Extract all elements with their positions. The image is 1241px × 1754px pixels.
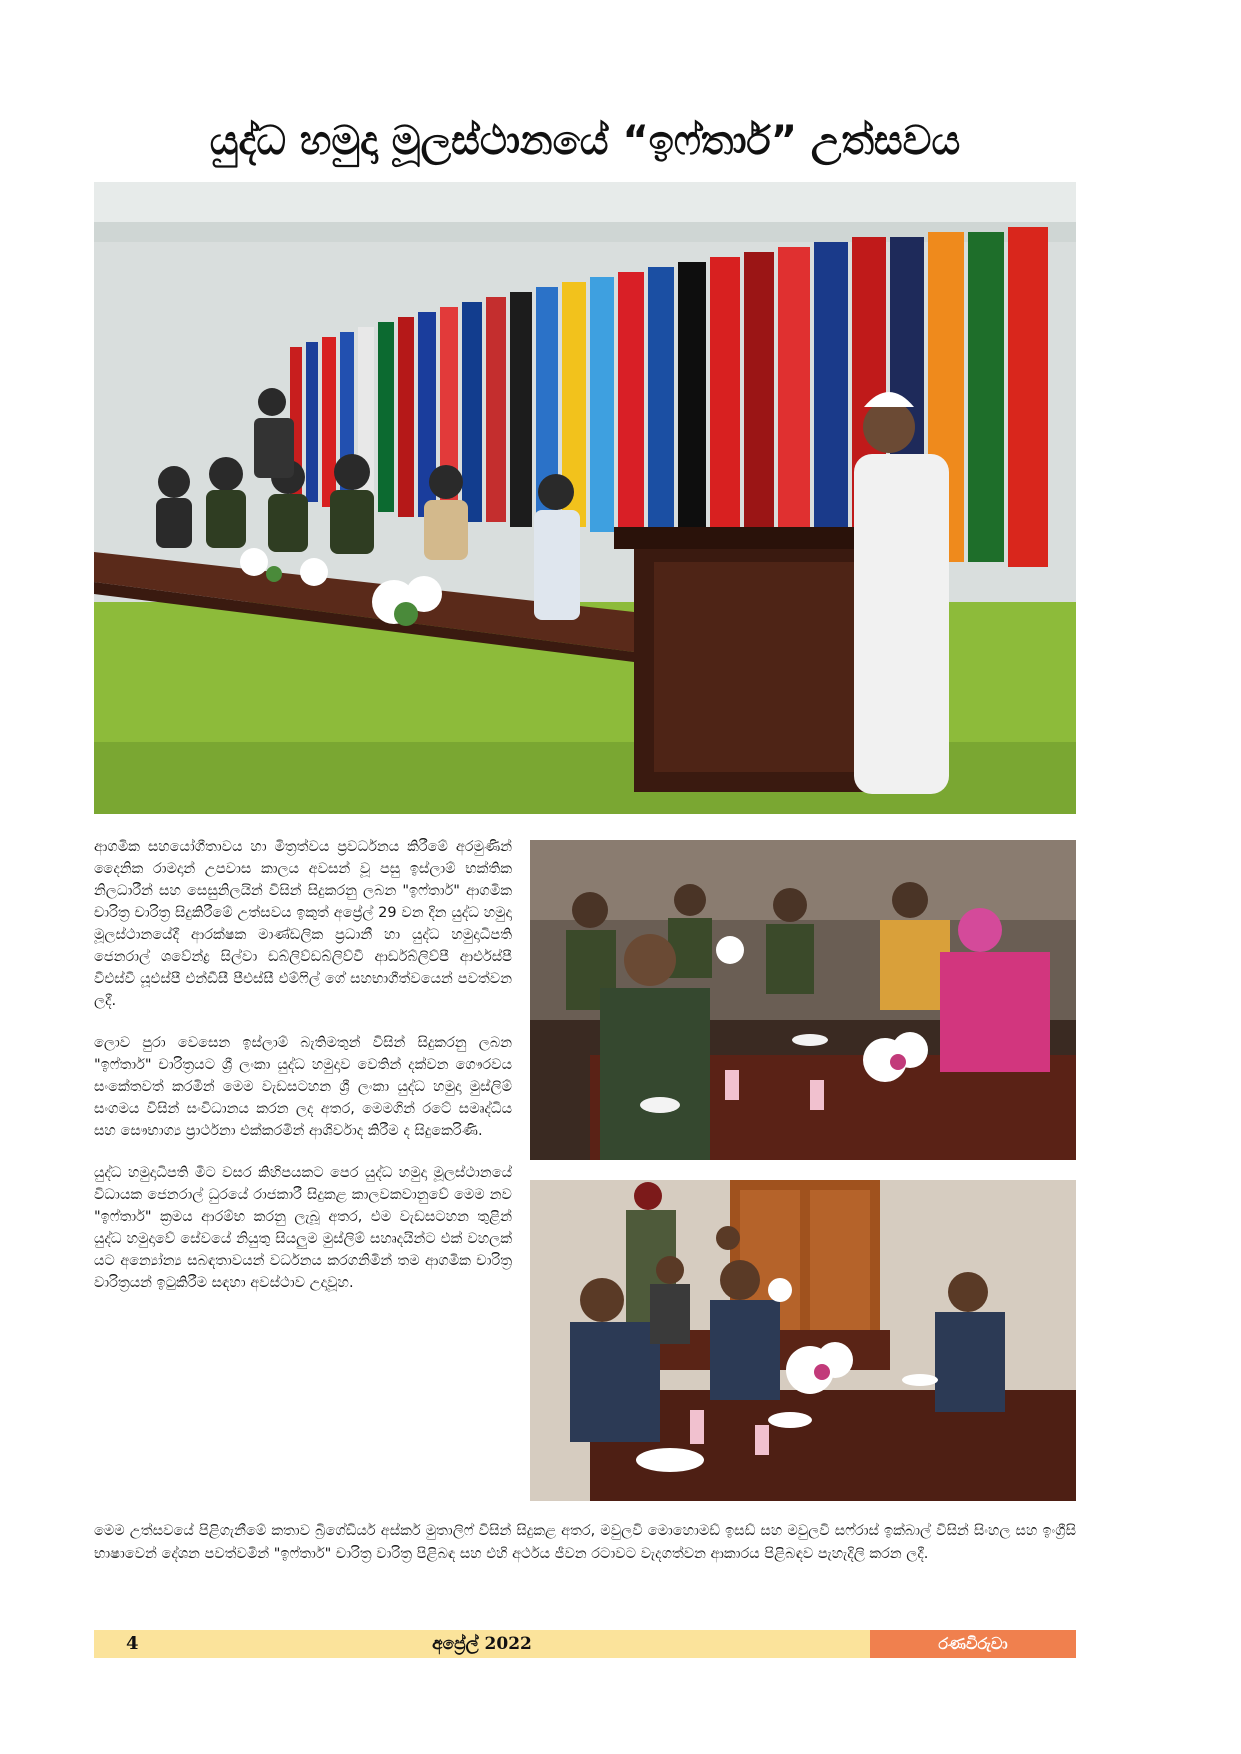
officers-dinner-photo (530, 840, 1076, 1160)
closing-paragraph: මෙම උත්සවයේ පිළිගැනීමේ කතාව බ්‍රිගේඩියර් අස්කර් මුතාලිෆ් විසින් සිදුකළ අතර, මවුලවි මොහොමඩ් ඉසඩ් සහ මවුලවි සෆ්රාස් ඉක්බාල් විසින් සිංහල සහ ඉංග්‍රීසි භාෂාවෙන් දේශන පවත්වමින් "ඉෆ්තාර්" චාරිත්‍ර වාරිත්‍ර පිළිබඳ සහ එහි අර්ථය ජීවන රටාවට වැදගත්වන ආකාරය පිළිබඳව පැහැදිලි කරන ලදී. (94, 1523, 1076, 1562)
paragraph-2: ලොව පුරා වෙසෙන ඉස්ලාම් බැතිමතුන් විසින් සිදුකරනු ලබන "ඉෆ්තාර්" චාරිත්‍රයට ශ්‍රී ලංකා යුද්ධ හමුදාව වෙතින් දක්වන ගෞරවය සංකේතවත් කරමින් මෙම වැඩසටහන ශ්‍රී ලංකා යුද්ධ හමුදා මුස්ලිම් සංගමය විසින් සංවිධානය කරන ලද අතර, මෙමගින් රටේ සමෘද්ධිය සහ සෞභාග්‍ය ප්‍රාර්ථනා එක්කරමින් ආශිර්වාද කිරීම ද සිදුකෙරිණි. (94, 1035, 512, 1139)
page-number: 4 (126, 1633, 139, 1654)
article-title: යුද්ධ හමුදා මූලස්ථානයේ “ඉෆ්තාර්” උත්සවය (209, 118, 961, 164)
paragraph-1: ආගමික සහයෝගීතාවය හා මිත්‍රත්වය ප්‍රවර්ධනය කිරීමේ අරමුණින් දෛනික රාමදාන් උපවාස කාලය අවසන් වූ පසු ඉස්ලාම් භක්තික නිලධාරීන් සහ සෙසුනිලයින් විසින් සිදුකරනු ලබන "ඉෆ්තාර්" ආගමික චාරිත්‍ර චාරිත්‍ර සිදුකිරීමේ උත්සවය ඉකුත් අප්‍රේල් 29 වන දින යුද්ධ හමුදා මූලස්ථානයේදී ආරක්ෂක මාණ්ඩලික ප්‍රධානී හා යුද්ධ හමුදාධිපති ජෙනරාල් ශවේන්ද්‍ර සිල්වා ඩබ්ලිව්ඩබ්ලිව්වී ආර්ඩබ්ලිව්පී ආර්එස්පී වීඑස්වී යූඑස්පී එන්ඩීසී පීඑස්සී එම්ෆිල් ගේ සහභාගීත්වයෙන් පවත්වන ලදී. (94, 839, 512, 1009)
main-event-photo (94, 182, 1076, 814)
magazine-name: රණවිරුවා (938, 1634, 1008, 1653)
paragraph-3: යුද්ධ හමුදාධිපති මීට වසර කිහිපයකට පෙර යුද්ධ හමුදා මූලස්ථානයේ විධායක ජෙනරාල් ධුරයේ රාජකාරී සිදුකළ කාලවකවානුවේ මෙම නව "ඉෆ්තාර්" ක්‍රමය ආරම්භ කරනු ලැබූ අතර, එම වැඩසටහන තුළින් යුද්ධ හමුදාවේ සේවයේ නියුතු සියලුම මුස්ලිම් සහෘදයින්ට එක් වහලක් යට අන්‍යෝන්‍ය සබඳතාවයන් වර්ධනය කරගනිමින් තම ආගමික චාරිත්‍ර වාරිත්‍රයන් ඉටුකිරීම සඳහා අවස්ථාව උදාවූහ. (94, 1165, 512, 1291)
issue-date: අප්‍රේල් 2022 (432, 1634, 532, 1654)
page-footer (94, 1630, 1076, 1658)
article-column (94, 836, 512, 1314)
cadets-dinner-photo (530, 1180, 1076, 1501)
